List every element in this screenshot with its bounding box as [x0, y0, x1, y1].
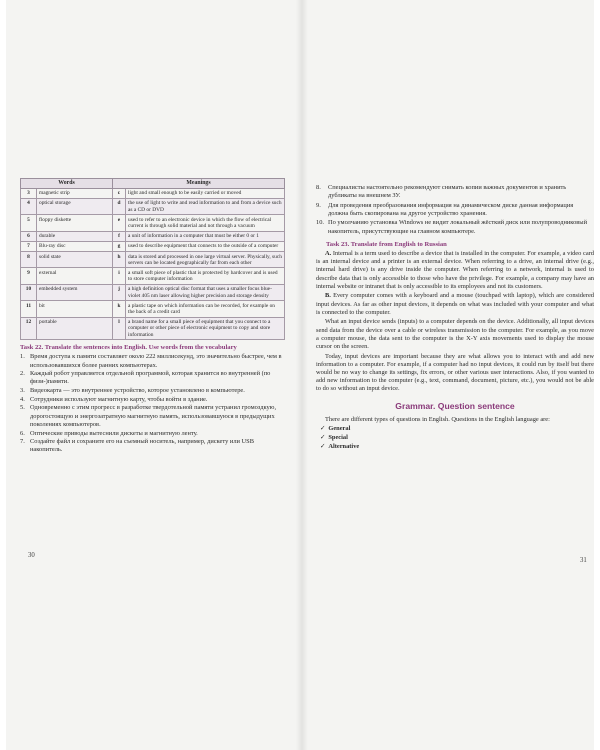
left-page-content: [20, 178, 285, 455]
list-item: [20, 387, 285, 395]
row-word: bit: [37, 301, 113, 317]
row-word: optical storage: [37, 198, 113, 214]
question-type-label: General: [328, 425, 351, 433]
book-gutter: [296, 0, 308, 750]
row-letter: e: [113, 215, 126, 231]
paragraph-b-label: B.: [325, 292, 331, 300]
row-letter: g: [113, 241, 126, 251]
task-22-sentence-list-continued: [316, 184, 594, 236]
item-text: Специалисты настоятельно рекомендуют снимать копии важных документов и хранить дубликаты на внешнем ЗУ.: [328, 184, 567, 200]
table-row: [21, 301, 285, 317]
grammar-heading: Grammar. Question sentence: [395, 400, 515, 411]
item-text: Оптические приводы вытеснили дискеты и магнитную ленту.: [30, 429, 198, 437]
item-number: 4.: [20, 395, 25, 403]
header-meanings: Meanings: [113, 179, 285, 189]
row-meaning: data is stored and processed in one large virtual server. Physically, such servers can be located geographically far from each other: [126, 252, 285, 268]
row-letter: j: [113, 284, 126, 300]
table-row: [21, 215, 285, 231]
row-meaning: a brand name for a small piece of equipment that you connect to a computer or other piece of electronic equipment to copy and store information: [126, 317, 285, 340]
item-text: Время доступа к памяти составляет около 222 миллисекунд, это значительно быстрее, чем в использовавшихся более ранних компьютерах.: [30, 353, 282, 369]
question-type-label: Alternative: [328, 442, 360, 450]
list-item: [20, 404, 285, 429]
list-item: [316, 184, 594, 201]
row-letter: d: [113, 198, 126, 214]
list-item: [316, 219, 594, 236]
task-22-sentence-list: [20, 353, 285, 454]
row-meaning: a unit of information in a computer that must be either 0 or 1: [126, 231, 285, 241]
row-meaning: the use of light to write and read information to and from a device such as a CD or DVD: [126, 198, 285, 214]
row-meaning: used to refer to an electronic device in which the flow of electrical current is through solid material and not through a vacuum: [126, 215, 285, 231]
grammar-intro: There are different types of questions in English. Questions in the English language are:: [325, 415, 550, 423]
item-number: 8.: [316, 184, 321, 191]
row-word: magnetic strip: [37, 188, 113, 198]
page-number-left: 30: [28, 552, 35, 559]
list-item: [316, 202, 594, 219]
list-item: [20, 353, 285, 369]
list-item: [20, 396, 285, 404]
row-word: external: [37, 268, 113, 284]
item-text: Сотрудники используют магнитную карту, чтобы войти в здание.: [30, 395, 208, 403]
row-letter: h: [113, 252, 126, 268]
list-item: [20, 438, 285, 454]
row-letter: c: [113, 188, 126, 198]
task-22-title: Task 22. Translate the sentences into English. Use words from the vocabulary: [20, 344, 237, 352]
right-page-content: [316, 184, 594, 451]
table-row: [21, 198, 285, 214]
table-row: [21, 268, 285, 284]
paragraph-b: [316, 292, 594, 317]
header-words: Words: [21, 179, 113, 189]
item-number: 6.: [20, 429, 25, 437]
item-number: 2.: [20, 370, 25, 378]
task-23-title: Task 23. Translate from English to Russian: [326, 240, 447, 248]
row-word: embedded system: [37, 284, 113, 300]
row-letter: i: [113, 268, 126, 284]
question-types-list: [316, 425, 594, 451]
row-letter: l: [113, 317, 126, 340]
item-number: 7.: [20, 438, 25, 446]
book-spread: [6, 0, 594, 750]
table-row: [21, 188, 285, 198]
row-meaning: a plastic tape on which information can be recorded, for example on the back of a credit card: [126, 301, 285, 317]
row-number: 8: [21, 252, 37, 268]
vocabulary-table: [20, 178, 285, 340]
item-number: 1.: [20, 353, 25, 361]
row-number: 10: [21, 284, 37, 300]
row-letter: f: [113, 231, 126, 241]
row-meaning: light and small enough to be easily carried or moved: [126, 188, 285, 198]
row-word: Blu-ray disc: [37, 241, 113, 251]
item-number: 5.: [20, 404, 25, 412]
paragraph-b-text: Every computer comes with a keyboard and a mouse (touchpad with laptop), which are considered input devices. As far as other input devices, it depends on what was included with your computer and what is connected to the computer.: [316, 292, 594, 316]
row-number: 5: [21, 215, 37, 231]
row-meaning: a small soft piece of plastic that is protected by hardcover and is used to store computer information: [126, 268, 285, 284]
table-header-row: [21, 179, 285, 189]
list-item: [20, 370, 285, 386]
paragraph-a: [316, 250, 594, 291]
table-row: [21, 252, 285, 268]
row-meaning: used to describe equipment that connects to the outside of a computer: [126, 241, 285, 251]
item-text: Создайте файл и сохраните его на съемный носитель, например, дискету или USB накопитель.: [30, 438, 254, 454]
paragraph-d: Today, input devices are important because they are what allows you to interact with and add new information to a computer. For example, if a computer had no input devices, it could run by itself but there would be no way to change its settings, fix errors, or other various user interactions. Also, if you wanted to add new information to the computer (e.g., text, command, document, picture, etc.), you would not be able to do so without an input device.: [316, 352, 594, 393]
row-number: 4: [21, 198, 37, 214]
row-letter: k: [113, 301, 126, 317]
paragraph-a-text: Internal is a term used to describe a device that is installed in the computer. For example, a video card is an internal device and a printer is an external device. When referring to a drive, an internal drive (e.g., internal hard drive) is any drive inside the computer. When referring to a network, internal is used to describe data that is only accessible to those who have the privilege. For example, a company may have an internal website or intranet that is only accessible to its employees and not its customers.: [316, 249, 594, 290]
item-number: 10.: [316, 219, 324, 227]
row-word: durable: [37, 231, 113, 241]
check-icon: ✓: [320, 442, 326, 450]
table-row: [21, 241, 285, 251]
check-icon: ✓: [320, 425, 326, 433]
row-number: 12: [21, 317, 37, 340]
row-number: 9: [21, 268, 37, 284]
check-icon: ✓: [320, 433, 326, 441]
table-row: [21, 317, 285, 340]
row-number: 11: [21, 301, 37, 317]
list-item: [20, 430, 285, 438]
item-text: По умолчанию установка Windows не видит локальный жёсткий диск или полупроводниковый накопитель, присутствующие на главном компьютере.: [328, 219, 588, 235]
item-number: 9.: [316, 201, 321, 209]
item-text: Для проведения преобразования информация на динамическом диске данная информация должна быть скопирована на другое устройство хранения.: [328, 201, 574, 217]
table-row: [21, 284, 285, 300]
paragraph-c: What an input device sends (inputs) to a computer depends on the device. Additionally, all input devices send data from the device over a cable or wireless transmission to the computer. For example, as you move a computer mouse, the data sent to the computer is the X-Y axis movements used to display the mouse cursor on the screen.: [316, 318, 594, 351]
row-number: 6: [21, 231, 37, 241]
item-text: Каждый робот управляется отдельной программой, которая хранится во внутренней (по физи-)памяти.: [30, 370, 271, 386]
page-number-right: 31: [580, 557, 587, 564]
list-item: [320, 434, 594, 443]
row-number: 7: [21, 241, 37, 251]
row-word: floppy diskette: [37, 215, 113, 231]
row-word: solid state: [37, 252, 113, 268]
list-item: [320, 425, 594, 434]
row-number: 3: [21, 188, 37, 198]
table-row: [21, 231, 285, 241]
list-item: [320, 443, 594, 452]
paragraph-a-label: A.: [325, 249, 332, 257]
item-text: Видеокарта — это внутреннее устройство, которое установлено в компьютере.: [30, 387, 245, 395]
item-number: 3.: [20, 387, 25, 395]
row-word: portable: [37, 317, 113, 340]
question-type-label: Special: [328, 433, 348, 441]
item-text: Одновременно с этим прогресс в разработке твердотельной памяти устранил громоздкую, дорогостоящую и энергозатратную магнитную память, использовавшуюся в предыдущих поколениях компьютеров.: [30, 404, 277, 428]
row-meaning: a high definition optical disc format that uses a smaller focus blue-violet 405 nm laser allowing higher precision and storage density: [126, 284, 285, 300]
